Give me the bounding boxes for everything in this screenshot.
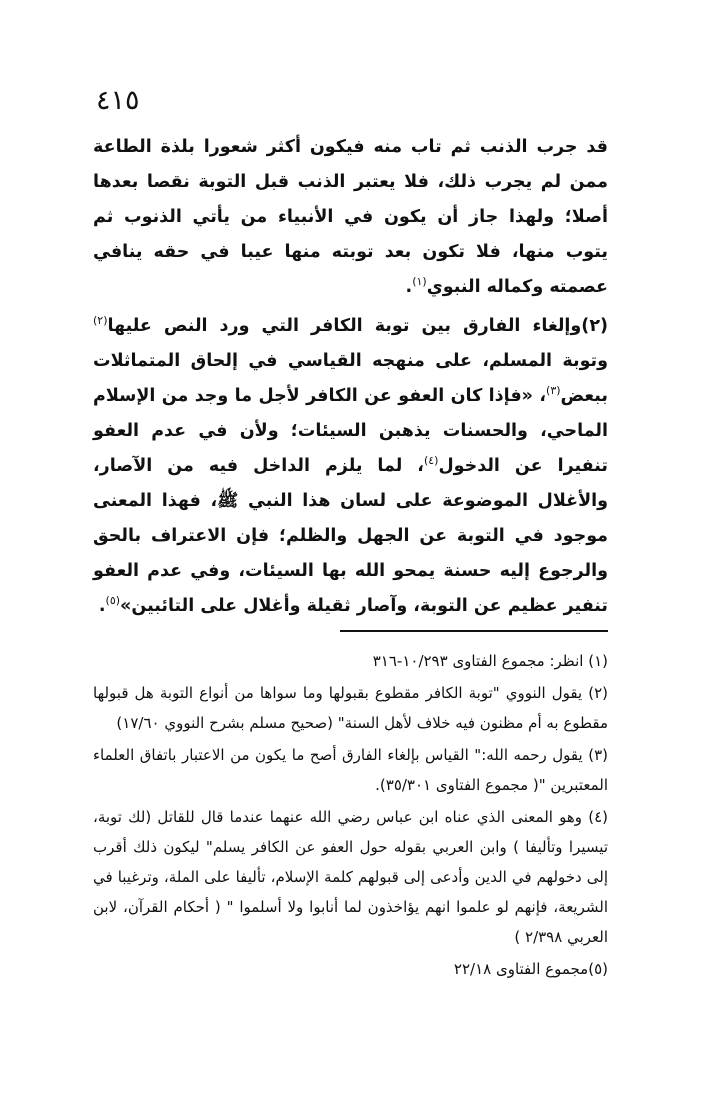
paragraph-1-text: قد جرب الذنب ثم تاب منه فيكون أكثر شعورا بلذة الطاعة ممن لم يجرب ذلك، فلا يعتبر الذنب قبل التوبة نقصا بعدها أصلا؛ ولهذا جاز أن يكون في الأنبياء من يأتي الذنوب ثم يتوب منها، فلا تكون بعد توبته منها عيبا في حقه ينافي عصمته وكماله النبوي	[93, 137, 608, 297]
paragraph-2-segment-1: (٢)وإلغاء الفارق بين توبة الكافر التي ورد النص عليها	[107, 316, 608, 336]
footnote-3: (٣) يقول رحمه الله:" القياس بإلغاء الفارق أصح ما يكون من الاعتبار باتفاق العلماء المعتبرين "( مجموع الفتاوى ٣٥/٣٠١).	[93, 746, 608, 794]
main-text	[93, 130, 608, 624]
footnote-2: (٢) يقول النووي "توبة الكافر مقطوع بقبولها وما سواها من أنواع التوبة هل قبولها مقطوع به أم مظنون فيه خلاف لأهل السنة" (صحيح مسلم بشرح النووي ١٧/٦٠)	[93, 684, 608, 732]
paragraph-2-tail: .	[98, 596, 106, 616]
paragraph-2-segment-3: ، «فإذا كان العفو عن الكافر لأجل ما وجد من الإسلام الماحي، والحسنات يذهبن السيئات؛ ولأن في عدم العفو تنفيرا عن الدخول	[93, 386, 608, 476]
paragraph-1	[93, 130, 608, 305]
footnote-4: (٤) وهو المعنى الذي عناه ابن عباس رضي الله عنهما عندما قال للقاتل (لك توبة، تيسيرا وتأليفا ) وابن العربي بقوله حول العفو عن الكافر يسلم" ليكون ذلك أقرب إلى دخولهم في الدين وأدعى إلى قبولهم كلمة الإسلام، تأليفا على الملة، وترغيبا في الشريعة، فإنهم لو علموا انهم يؤاخذون لما أنابوا ولا أسلموا " ( أحكام القرآن، لابن العربي ٢/٣٩٨ )	[93, 808, 608, 946]
footnotes	[93, 646, 608, 984]
footnote-1: (١) انظر: مجموع الفتاوى ١٠/٢٩٣-٣١٦	[372, 652, 608, 670]
paragraph-1-tail: .	[405, 277, 413, 297]
footnote-ref-3[interactable]: (٣)	[546, 384, 561, 398]
footnote-ref-2[interactable]: (٢)	[93, 314, 108, 328]
footnote-ref-1[interactable]: (١)	[412, 275, 427, 289]
footnote-ref-4[interactable]: (٤)	[423, 454, 439, 468]
paragraph-2-segment-2: وتوبة المسلم، على منهجه القياسي في إلحاق المتماثلات ببعض	[93, 351, 608, 406]
paragraph-2	[93, 309, 608, 624]
paragraph-2-segment-4: ، لما يلزم الداخل فيه من الآصار، والأغلال الموضوعة على لسان هذا النبي ﷺ، فهذا المعنى موجود في التوبة عن الجهل والظلم؛ فإن الاعتراف بالحق والرجوع إليه حسنة يمحو الله بها السيئات، وفي عدم العفو تنفير عظيم عن التوبة، وآصار ثقيلة وأغلال على التائبين»	[93, 456, 608, 616]
page-number: ٤١٥	[96, 85, 140, 116]
footnote-ref-5[interactable]: (٥)	[105, 594, 121, 608]
footnote-5: (٥)مجموع الفتاوى ٢٢/١٨	[453, 960, 608, 978]
footnote-separator	[340, 630, 608, 632]
